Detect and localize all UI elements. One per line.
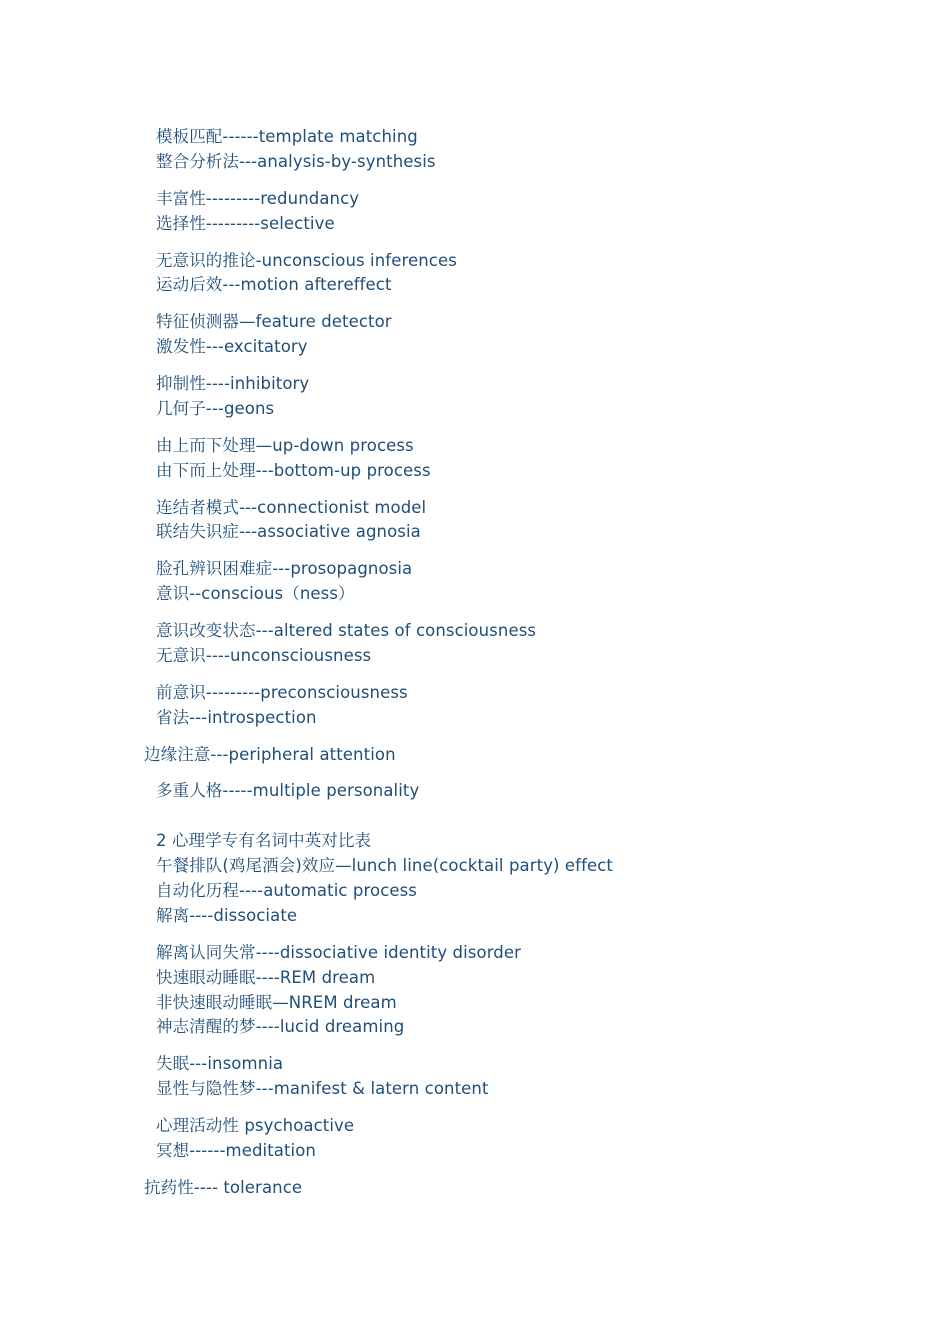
- term-line: 边缘注意---peripheral attention: [144, 745, 396, 764]
- term-line: 抗药性---- tolerance: [144, 1178, 303, 1197]
- term-line: 多重人格-----multiple personality: [156, 781, 420, 800]
- term-line: 心理活动性 psychoactive: [156, 1116, 355, 1135]
- term-line: 意识--conscious（ness）: [156, 584, 355, 603]
- term-line: 前意识---------preconsciousness: [156, 683, 408, 702]
- term-line: 冥想------meditation: [156, 1141, 316, 1160]
- term-line: 意识改变状态---altered states of consciousness: [156, 621, 537, 640]
- term-line: 无意识的推论-unconscious inferences: [156, 251, 457, 270]
- term-line: 脸孔辨识困难症---prosopagnosia: [156, 559, 413, 578]
- term-line: 午餐排队(鸡尾酒会)效应—lunch line(cocktail party) effect: [156, 856, 613, 875]
- term-line: 运动后效---motion aftereffect: [156, 275, 392, 294]
- term-line: 解离----dissociate: [156, 906, 298, 925]
- term-line: 显性与隐性梦---manifest & latern content: [156, 1079, 489, 1098]
- term-line: 无意识----unconsciousness: [156, 646, 372, 665]
- term-line: 丰富性---------redundancy: [156, 189, 360, 208]
- term-line: 激发性---excitatory: [156, 337, 308, 356]
- term-line: 失眠---insomnia: [156, 1054, 284, 1073]
- term-line: 由下而上处理---bottom-up process: [156, 461, 431, 480]
- term-line: 快速眼动睡眠----REM dream: [156, 968, 376, 987]
- term-line: 特征侦测器—feature detector: [156, 312, 392, 331]
- term-line: 由上而下处理—up-down process: [156, 436, 414, 455]
- term-line: 抑制性----inhibitory: [156, 374, 310, 393]
- term-line: 非快速眼动睡眠—NREM dream: [156, 993, 397, 1012]
- term-line: 自动化历程----automatic process: [156, 881, 418, 900]
- term-line: 解离认同失常----dissociative identity disorder: [156, 943, 521, 962]
- term-line: 联结失识症---associative agnosia: [156, 522, 421, 541]
- term-line: 选择性---------selective: [156, 214, 335, 233]
- term-line: 整合分析法---analysis-by-synthesis: [156, 152, 436, 171]
- term-line: 连结者模式---connectionist model: [156, 498, 427, 517]
- term-line: 模板匹配------template matching: [156, 127, 418, 146]
- term-line: 几何子---geons: [156, 399, 275, 418]
- section-heading: 2 心理学专有名词中英对比表: [156, 831, 372, 850]
- term-line: 省法---introspection: [156, 708, 317, 727]
- term-line: 神志清醒的梦----lucid dreaming: [156, 1017, 405, 1036]
